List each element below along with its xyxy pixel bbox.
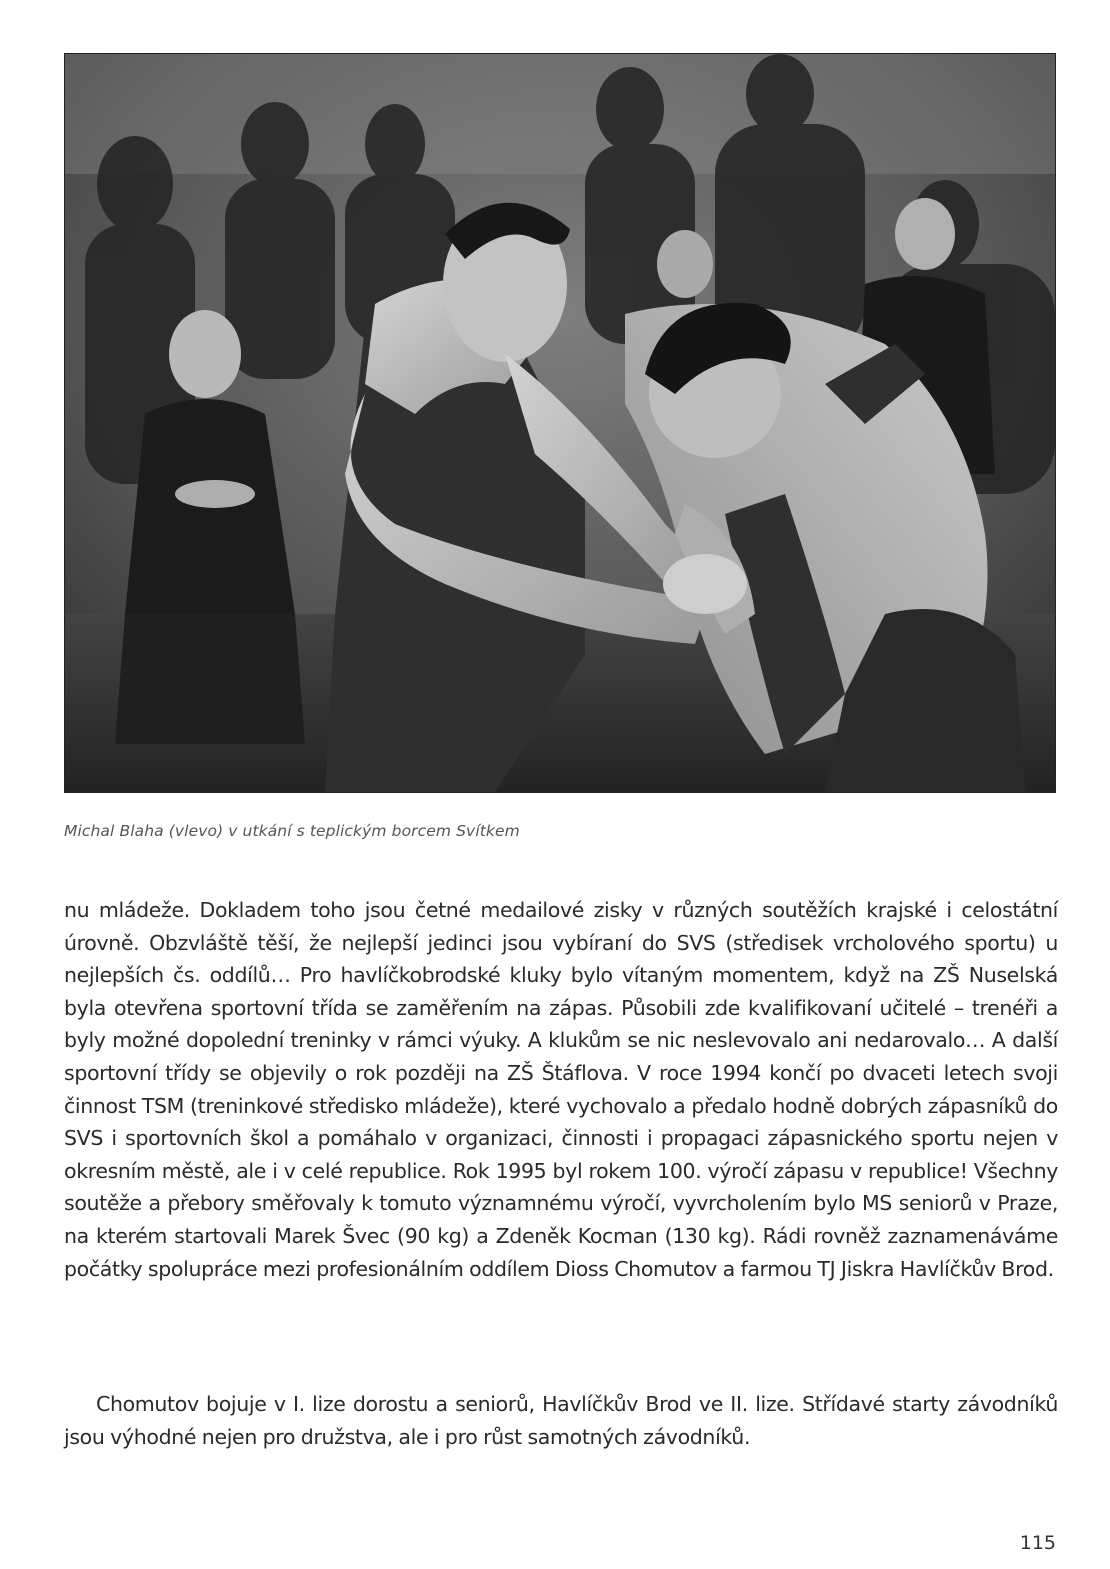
body-paragraph: Chomutov bojuje v I. lize dorostu a seniorů, Havlíčkův Brod ve II. lize. Střídavé starty závodníků jsou výhodné nejen pro družstva, ale i pro růst samotných závodníků.: [64, 1392, 1058, 1449]
wrestling-photo-graphic: [65, 54, 1055, 792]
body-paragraph: nu mládeže. Dokladem toho jsou četné medailové zisky v různých soutěžích krajské i celostátní úrovně. Obzvláště těší, že nejlepší jedinci jsou vybíraní do SVS (středisek vrcholového sportu) u nejlepších čs. oddílů… Pro havlíčkobrodské kluky bylo vítaným momentem, když na ZŠ Nuselská byla otevřena sportovní třída se zaměřením na zápas. Působili zde kvalifikovaní učitelé – trenéři a byly možné dopolední treninky v rámci výuky. A klukům se nic neslevovalo ani nedarovalo… A další sportovní třídy se objevily o rok později na ZŠ Štáflova. V roce 1994 končí po dvaceti letech svoji činnost TSM (treninkové středisko mládeže), které vychovalo a předalo hodně dobrých zápasníků do SVS i sportovních škol a pomáhalo v organizaci, činnosti i propagaci zápasnického sportu nejen v okresním městě, ale i v celé republice. Rok 1995 byl rokem 100. výročí zápasu v republice! Všechny soutěže a přebory směřovaly k tomuto významnému výročí, vyvrcholením bylo MS seniorů v Praze, na kterém startovali Marek Švec (90 kg) a Zdeněk Kocman (130 kg). Rádi rovněž zaznamenáváme počátky spolupráce mezi profesionálním oddílem Dioss Chomutov a farmou TJ Jiskra Havlíčkův Brod.: [64, 898, 1058, 1281]
photo-caption: Michal Blaha (vlevo) v utkání s teplickým borcem Svítkem: [64, 822, 520, 840]
wrestling-photo: [64, 53, 1056, 793]
page-number: 115: [1019, 1532, 1056, 1554]
